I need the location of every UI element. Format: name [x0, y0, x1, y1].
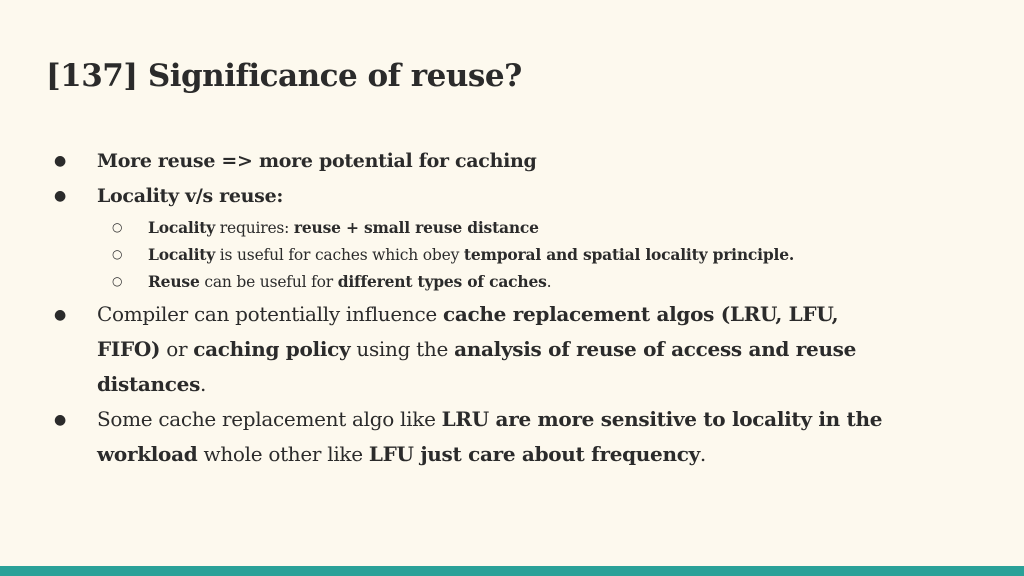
bullet-cache-algo-line-2 — [97, 442, 706, 466]
bullet-locality-vs-reuse — [97, 185, 283, 207]
bold-text: different types of caches — [337, 272, 547, 291]
bold-text: Locality — [148, 218, 216, 237]
sub-bullet-circle: ○ — [112, 220, 123, 234]
bullet-text: Locality v/s reuse: — [97, 185, 284, 207]
plain-text: . — [699, 442, 706, 466]
bullet-cache-algo-line-1 — [97, 407, 882, 431]
bold-text: cache replacement algos (LRU, LFU, — [443, 302, 839, 326]
plain-text: Some cache replacement algo like — [97, 407, 442, 431]
bullet-dot: ● — [54, 307, 67, 323]
bold-text: workload — [97, 442, 198, 466]
bold-text: reuse + small reuse distance — [293, 218, 539, 237]
plain-text: whole other like — [197, 442, 369, 466]
slide-title: [137] Significance of reuse? — [46, 58, 522, 94]
sub-bullet-circle: ○ — [112, 274, 123, 288]
bullet-compiler-line-2 — [97, 337, 856, 361]
plain-text: using the — [350, 337, 455, 361]
bold-text: analysis of reuse of access and reuse — [454, 337, 857, 361]
bullet-compiler-line-3 — [97, 372, 206, 396]
sub-bullet-locality-useful — [148, 245, 794, 264]
bold-text: Locality — [148, 245, 216, 264]
bold-text: Reuse — [148, 272, 200, 291]
bold-text: FIFO) — [97, 337, 161, 361]
bold-text: distances — [97, 372, 201, 396]
plain-text: . — [546, 273, 552, 291]
plain-text: can be useful for — [199, 273, 338, 291]
plain-text: requires: — [215, 219, 294, 237]
sub-bullet-reuse-useful — [148, 272, 551, 291]
bullet-dot: ● — [54, 412, 67, 428]
plain-text: . — [200, 372, 207, 396]
bold-text: temporal and spatial locality principle. — [463, 245, 795, 264]
bottom-accent-bar — [0, 566, 1024, 576]
sub-bullet-circle: ○ — [112, 247, 123, 261]
bullet-more-reuse — [97, 150, 537, 172]
bold-text: LFU just care about frequency — [368, 442, 700, 466]
plain-text: Compiler can potentially influence — [97, 302, 443, 326]
bold-text: LRU are more sensitive to locality in the — [441, 407, 883, 431]
plain-text: is useful for caches which obey — [215, 246, 464, 264]
bold-text: caching policy — [193, 337, 351, 361]
bullet-dot: ● — [54, 188, 67, 204]
plain-text: or — [160, 337, 194, 361]
bullet-text: More reuse => more potential for caching — [97, 150, 537, 172]
bullet-compiler-line-1 — [97, 302, 838, 326]
bullet-dot: ● — [54, 153, 67, 169]
sub-bullet-locality-requires — [148, 218, 539, 237]
